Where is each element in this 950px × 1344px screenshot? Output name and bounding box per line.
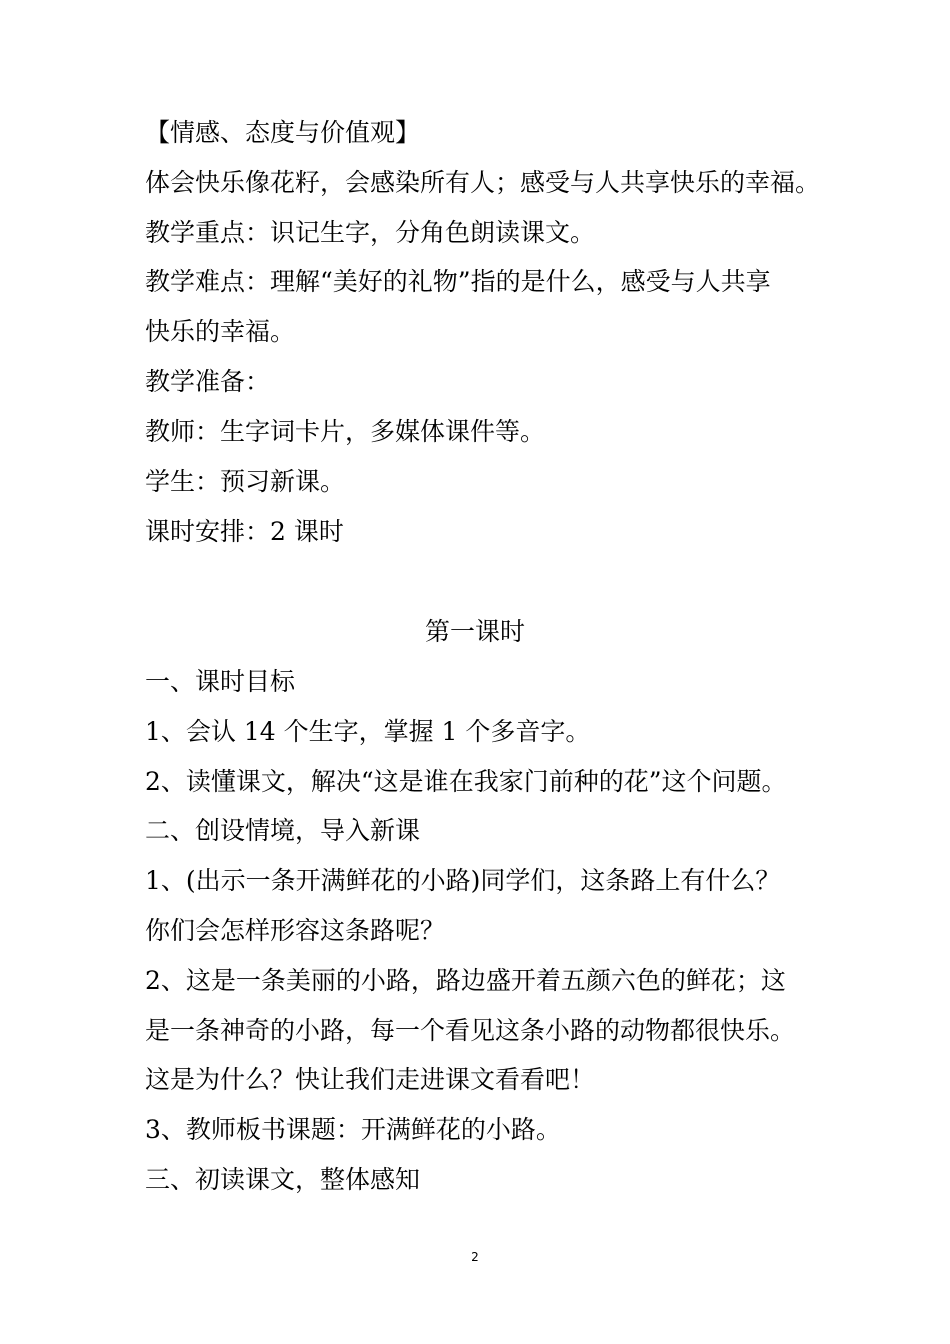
section-heading-first-reading: 三、初读课文，整体感知 [145, 1165, 421, 1194]
teacher-preparation: 教师：生字词卡片，多媒体课件等。 [145, 417, 546, 446]
teaching-difficulty: 教学难点：理解“美好的礼物”指的是什么，感受与人共享 [145, 267, 771, 296]
list-item: 3、教师板书课题：开满鲜花的小路。 [145, 1115, 561, 1144]
list-item: 1、(出示一条开满鲜花的小路)同学们，这条路上有什么？ [145, 866, 781, 895]
student-preparation: 学生：预习新课。 [145, 467, 346, 496]
paragraph-line: 你们会怎样形容这条路呢？ [145, 916, 446, 945]
paragraph-line: 体会快乐像花籽，会感染所有人；感受与人共享快乐的幸福。 [145, 168, 821, 197]
teaching-preparation: 教学准备： [145, 367, 271, 396]
section-heading-values: 【情感、态度与价值观】 [145, 118, 421, 147]
paragraph-line: 是一条神奇的小路，每一个看见这条小路的动物都很快乐。 [145, 1016, 796, 1045]
lesson-title: 第一课时 [424, 617, 525, 646]
teaching-focus: 教学重点：识记生字，分角色朗读课文。 [145, 218, 596, 247]
list-item: 2、这是一条美丽的小路，路边盛开着五颜六色的鲜花；这 [145, 966, 786, 995]
paragraph-line: 这是为什么？快让我们走进课文看看吧！ [145, 1065, 596, 1094]
list-item: 1、会认 14 个生字，掌握 1 个多音字。 [145, 717, 591, 746]
section-heading-objectives: 一、课时目标 [145, 667, 296, 696]
list-item: 2、读懂课文，解决“这是谁在我家门前种的花”这个问题。 [145, 767, 787, 796]
paragraph-line: 快乐的幸福。 [145, 317, 296, 346]
page-number: 2 [471, 1250, 479, 1264]
lesson-schedule: 课时安排：2 课时 [145, 517, 344, 546]
section-heading-introduction: 二、创设情境，导入新课 [145, 816, 421, 845]
